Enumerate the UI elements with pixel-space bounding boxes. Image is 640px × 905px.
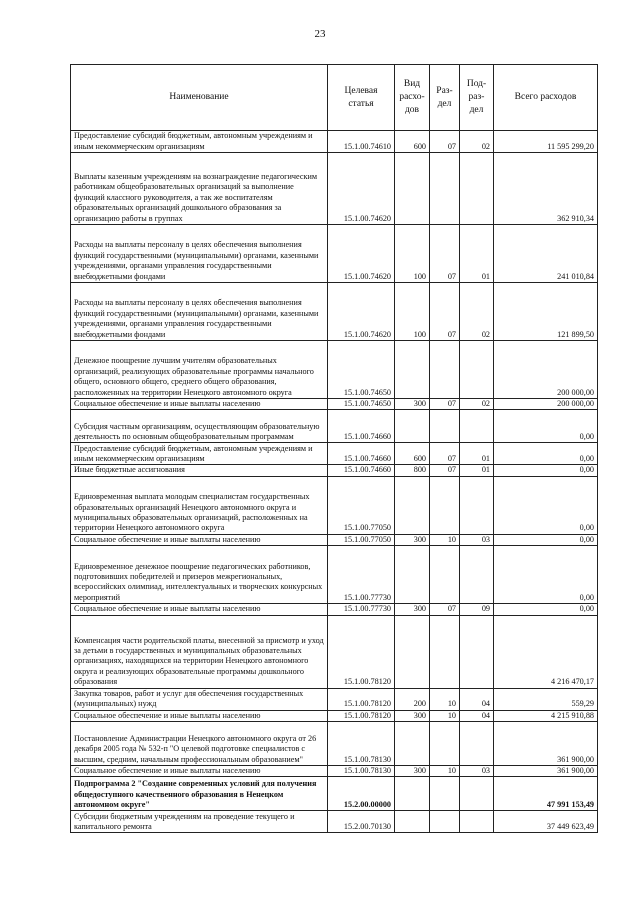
row-section <box>430 615 460 688</box>
table-row <box>71 476 598 534</box>
row-name: Единовременное денежное поощрение педагогических работников, подготовивших победителей и призеров межрегиональных, всероссийских олимпиад, интеллектуальных и творческих конкурсных мероприятий <box>71 546 328 604</box>
row-name: Предоставление субсидий бюджетным, автономным учреждениям и иным некоммерческим организациям <box>71 131 328 153</box>
row-total: 4 216 470,17 <box>494 615 598 688</box>
row-target-code: 15.1.00.74610 <box>328 131 395 153</box>
row-total: 200 000,00 <box>494 341 598 399</box>
row-section: 07 <box>430 399 460 410</box>
table-row <box>71 283 598 341</box>
table-row <box>71 811 598 833</box>
row-subsection <box>460 341 494 399</box>
row-subsection <box>460 811 494 833</box>
row-section: 07 <box>430 283 460 341</box>
row-kind: 600 <box>395 131 430 153</box>
row-section <box>430 722 460 766</box>
table-row <box>71 722 598 766</box>
row-section: 07 <box>430 443 460 465</box>
row-name: Предоставление субсидий бюджетным, автономным учреждениям и иным некоммерческим организациям <box>71 443 328 465</box>
row-kind: 300 <box>395 534 430 545</box>
row-total: 361 900,00 <box>494 722 598 766</box>
row-subsection: 01 <box>460 443 494 465</box>
row-name: Подпрограмма 2 "Создание современных условий для получения общедоступного качественного образования в Ненецком автономном округе" <box>71 777 328 811</box>
row-subsection: 01 <box>460 225 494 283</box>
row-total: 200 000,00 <box>494 399 598 410</box>
row-name: Выплаты казенным учреждениям на вознаграждение педагогическим работникам общеобразовательных организаций за выполнение функций классного руководителя, а так же воспитателям образовательных организаций дошкольного образования за организацию работы в группах <box>71 153 328 225</box>
row-name: Закупка товаров, работ и услуг для обеспечения государственных (муниципальных) нужд <box>71 688 328 710</box>
row-total: 362 910,34 <box>494 153 598 225</box>
row-total: 121 899,50 <box>494 283 598 341</box>
row-kind: 300 <box>395 710 430 721</box>
row-kind <box>395 341 430 399</box>
header-target: Целевая статья <box>328 65 395 131</box>
row-kind: 300 <box>395 399 430 410</box>
row-total: 37 449 623,49 <box>494 811 598 833</box>
row-subsection <box>460 410 494 443</box>
row-name: Расходы на выплаты персоналу в целях обеспечения выполнения функций государственными (муниципальными) органами, казенными учреждениями, органами управления государственными внебюджетными фондами <box>71 283 328 341</box>
table-row <box>71 153 598 225</box>
row-target-code: 15.1.00.74650 <box>328 399 395 410</box>
row-name: Постановление Администрации Ненецкого автономного округа от 26 декабря 2005 года № 532-п "О целевой подготовке специалистов с высшим, средним, начальным профессиональным образованием" <box>71 722 328 766</box>
row-section: 07 <box>430 225 460 283</box>
row-kind <box>395 722 430 766</box>
row-name: Единовременная выплата молодым специалистам государственных образовательных организаций Ненецкого автономного округа и муниципальных образовательных организаций, расположенных на территории Ненецкого автономного округа <box>71 476 328 534</box>
row-target-code: 15.1.00.74620 <box>328 153 395 225</box>
row-name: Социальное обеспечение и иные выплаты населению <box>71 399 328 410</box>
row-target-code: 15.1.00.77730 <box>328 546 395 604</box>
row-name: Расходы на выплаты персоналу в целях обеспечения выполнения функций государственными (муниципальными) органами, казенными учреждениями, органами управления государственными внебюджетными фондами <box>71 225 328 283</box>
row-target-code: 15.1.00.74620 <box>328 283 395 341</box>
row-target-code: 15.1.00.77050 <box>328 476 395 534</box>
row-subsection <box>460 476 494 534</box>
row-name: Иные бюджетные ассигнования <box>71 465 328 476</box>
row-total: 0,00 <box>494 443 598 465</box>
row-total: 559,29 <box>494 688 598 710</box>
table-row <box>71 399 598 410</box>
row-target-code: 15.1.00.78120 <box>328 688 395 710</box>
row-name: Социальное обеспечение и иные выплаты населению <box>71 766 328 777</box>
row-kind <box>395 615 430 688</box>
header-subsection: Под- раз- дел <box>460 65 494 131</box>
row-subsection: 01 <box>460 465 494 476</box>
page-number: 23 <box>314 28 326 40</box>
row-target-code: 15.2.00.00000 <box>328 777 395 811</box>
row-section: 10 <box>430 534 460 545</box>
row-section <box>430 341 460 399</box>
row-total: 0,00 <box>494 534 598 545</box>
row-name: Субсидия частным организациям, осуществляющим образовательную деятельность по основным общеобразовательным программам <box>71 410 328 443</box>
row-kind <box>395 476 430 534</box>
table-row <box>71 534 598 545</box>
row-subsection: 02 <box>460 399 494 410</box>
row-section <box>430 811 460 833</box>
table-row <box>71 604 598 615</box>
budget-table <box>70 64 598 833</box>
header-section: Раз- дел <box>430 65 460 131</box>
row-kind: 100 <box>395 283 430 341</box>
row-total: 11 595 299,20 <box>494 131 598 153</box>
row-section: 07 <box>430 131 460 153</box>
row-section: 10 <box>430 688 460 710</box>
row-subsection: 09 <box>460 604 494 615</box>
table-row <box>71 410 598 443</box>
row-subsection <box>460 546 494 604</box>
row-section: 07 <box>430 604 460 615</box>
table-row <box>71 225 598 283</box>
row-subsection: 04 <box>460 688 494 710</box>
row-kind <box>395 546 430 604</box>
row-target-code: 15.1.00.78130 <box>328 722 395 766</box>
row-kind <box>395 811 430 833</box>
table-row <box>71 615 598 688</box>
row-section <box>430 546 460 604</box>
row-target-code: 15.1.00.74650 <box>328 341 395 399</box>
row-name: Социальное обеспечение и иные выплаты населению <box>71 534 328 545</box>
row-kind <box>395 410 430 443</box>
table-row <box>71 710 598 721</box>
row-subsection <box>460 153 494 225</box>
row-name: Субсидии бюджетным учреждениям на проведение текущего и капитального ремонта <box>71 811 328 833</box>
row-subsection: 02 <box>460 131 494 153</box>
row-total: 0,00 <box>494 465 598 476</box>
row-target-code: 15.1.00.77730 <box>328 604 395 615</box>
row-section: 07 <box>430 465 460 476</box>
row-section <box>430 476 460 534</box>
row-subsection <box>460 777 494 811</box>
table-row <box>71 766 598 777</box>
row-kind: 300 <box>395 766 430 777</box>
row-target-code: 15.1.00.77050 <box>328 534 395 545</box>
row-section <box>430 777 460 811</box>
row-name: Социальное обеспечение и иные выплаты населению <box>71 604 328 615</box>
row-target-code: 15.1.00.74660 <box>328 465 395 476</box>
table-row <box>71 341 598 399</box>
row-subsection: 03 <box>460 534 494 545</box>
row-name: Компенсация части родительской платы, внесенной за присмотр и уход за детьми в государственных и муниципальных образовательных организациях, находящихся на территории Ненецкого автономного округа и реализующих образовательные программы дошкольного образования <box>71 615 328 688</box>
row-kind: 600 <box>395 443 430 465</box>
row-total: 361 900,00 <box>494 766 598 777</box>
row-name: Денежное поощрение лучшим учителям образовательных организаций, реализующих образовательные программы начального общего, основного общего, среднего общего образования, расположенных на территории Ненецкого автономного округа <box>71 341 328 399</box>
row-subsection: 03 <box>460 766 494 777</box>
row-target-code: 15.2.00.70130 <box>328 811 395 833</box>
row-total: 0,00 <box>494 410 598 443</box>
table-row <box>71 777 598 811</box>
row-kind: 800 <box>395 465 430 476</box>
table-row <box>71 688 598 710</box>
row-kind <box>395 153 430 225</box>
table-row <box>71 443 598 465</box>
row-total: 0,00 <box>494 476 598 534</box>
row-kind: 200 <box>395 688 430 710</box>
row-section <box>430 410 460 443</box>
row-target-code: 15.1.00.74660 <box>328 410 395 443</box>
table-row <box>71 131 598 153</box>
row-target-code: 15.1.00.78120 <box>328 615 395 688</box>
header-name: Наименование <box>71 65 328 131</box>
row-subsection <box>460 722 494 766</box>
header-total: Всего расходов <box>494 65 598 131</box>
row-total: 241 010,84 <box>494 225 598 283</box>
row-target-code: 15.1.00.78120 <box>328 710 395 721</box>
row-section: 10 <box>430 766 460 777</box>
row-kind <box>395 777 430 811</box>
header-kind: Вид расхо- дов <box>395 65 430 131</box>
row-subsection: 04 <box>460 710 494 721</box>
row-total: 0,00 <box>494 546 598 604</box>
row-target-code: 15.1.00.78130 <box>328 766 395 777</box>
row-kind: 100 <box>395 225 430 283</box>
row-target-code: 15.1.00.74660 <box>328 443 395 465</box>
row-target-code: 15.1.00.74620 <box>328 225 395 283</box>
row-total: 47 991 153,49 <box>494 777 598 811</box>
row-subsection <box>460 615 494 688</box>
table-row <box>71 546 598 604</box>
row-section <box>430 153 460 225</box>
row-name: Социальное обеспечение и иные выплаты населению <box>71 710 328 721</box>
row-section: 10 <box>430 710 460 721</box>
table-row <box>71 465 598 476</box>
row-kind: 300 <box>395 604 430 615</box>
row-total: 4 215 910,88 <box>494 710 598 721</box>
row-total: 0,00 <box>494 604 598 615</box>
row-subsection: 02 <box>460 283 494 341</box>
